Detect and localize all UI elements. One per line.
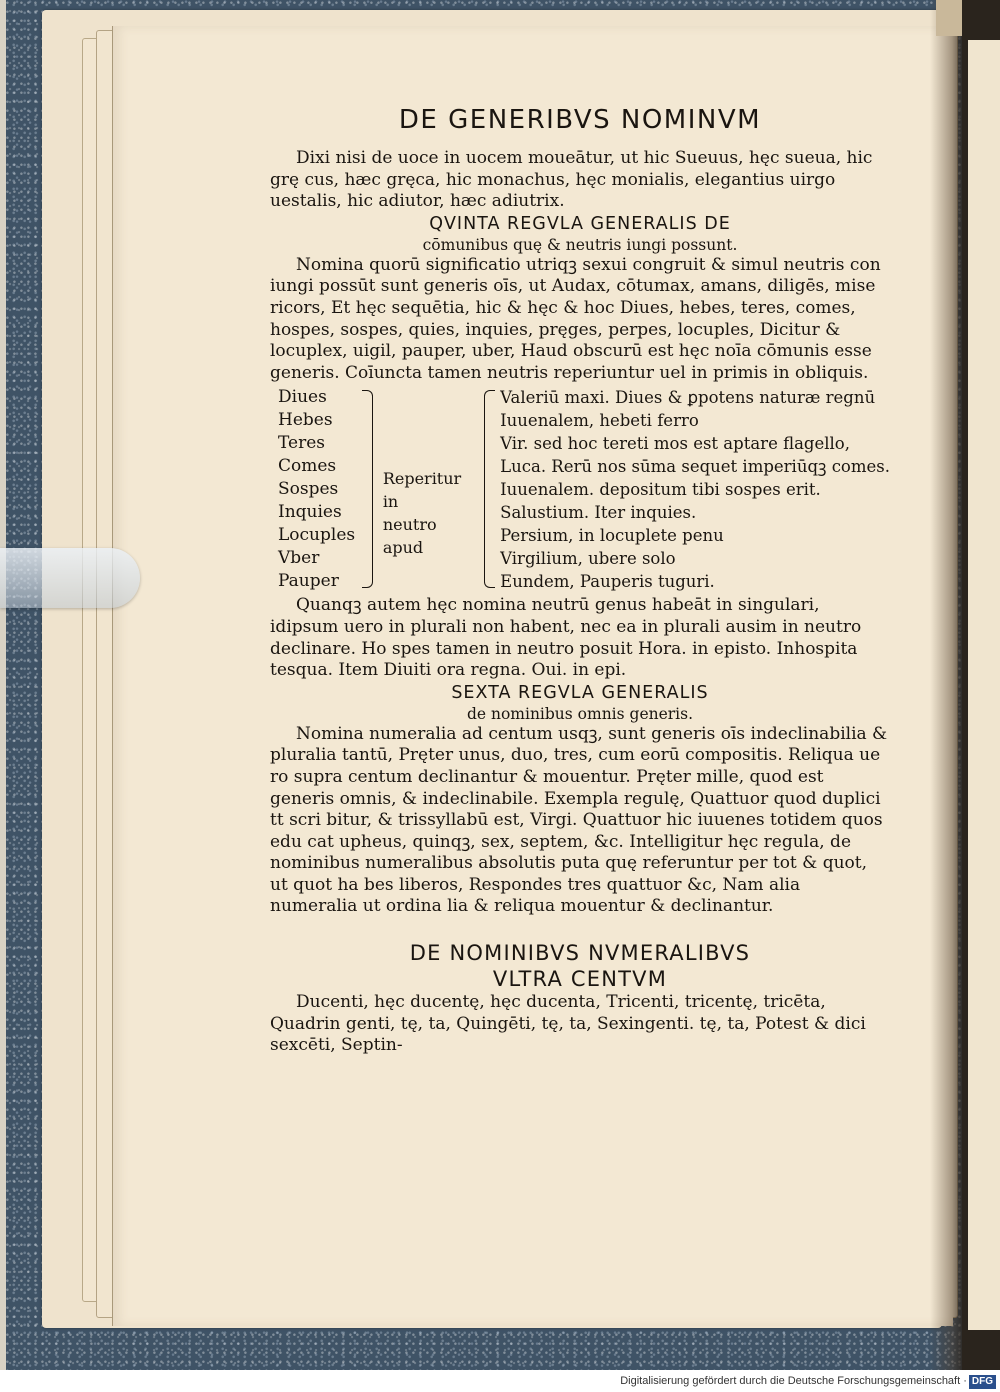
left-brace — [362, 386, 380, 593]
source-item: Iuuenalem, hebeti ferro — [500, 411, 699, 431]
middle-line-2: neutro apud — [382, 515, 437, 558]
source-item: Iuuenalem. depositum tibi sospes erit. — [500, 480, 821, 500]
source-item: Eundem, Pauperis tuguri. — [500, 572, 715, 592]
right-brace — [480, 386, 500, 593]
noun-item: Locuples — [278, 525, 356, 546]
noun-item: Hebes — [278, 410, 333, 431]
after-table-paragraph: Quanqꝫ autem hęc nomina neutrū genus habeāt in singulari, idipsum uero in plurali non habent, nec ea in plurali ausim in neutro declinare. Ho spes tamen in neutro posuit Hora. in episto. Inhospita tesqua. Item Diuiti ora regna. Oui. in epi. — [270, 595, 862, 681]
noun-item: Comes — [278, 456, 337, 477]
noun-item: Vber — [278, 548, 320, 569]
source-item: Salustium. Iter inquies. — [500, 503, 697, 523]
section-title-line-1: DE NOMINIBVS NVMERALIBVS — [409, 941, 751, 966]
noun-item: Pauper — [278, 571, 339, 592]
middle-line-1: Reperitur in — [382, 469, 462, 512]
rule-5-title: QVINTA REGVLA GENERALIS DE — [429, 213, 731, 234]
footer-credit: Digitalisierung gefördert durch die Deutsche Forschungsgemeinschaft · — [620, 1375, 967, 1387]
rule-6-title: SEXTA REGVLA GENERALIS — [451, 682, 709, 703]
rule-6-paragraph: Nomina numeralia ad centum usqꝫ, sunt generis oīs indeclinabilia & pluralia tantū, Pręter unus, duo, tres, cum eorū compositis. Reliqua ue ro supra centum declinantur & mouentur. Pręter mille, quod est generis omnis, & indeclinabile. Exempla regulę, Quattuor quod duplici tt scri bitur, & trissyllabū est, Virgi. Quattuor hic iuuenes totidem quos edu cat upheus, quinqꝫ, sex, septem, &c. Intelligitur hęc regula, de nominibus numeralibus absolutis puta quę referuntur per tot & quot, ut quot ha bes liberos, Respondes tres quattuor &c, Nam alia numeralia ut ordina lia & reliqua mouentur & declinantur. — [270, 723, 888, 917]
noun-item: Teres — [278, 433, 325, 454]
rule-5-subtitle: cōmunibus quę & neutris iungi possunt. — [422, 235, 738, 254]
rule-6-subtitle: de nominibus omnis generis. — [466, 704, 694, 723]
source-item: Luca. Rerū nos sūma sequet imperiūqꝫ comes. — [500, 457, 890, 477]
middle-label — [381, 386, 480, 593]
source-item: Virgilium, ubere solo — [500, 549, 676, 569]
source-item: Persium, in locuplete penu — [500, 526, 724, 546]
noun-column — [278, 386, 362, 593]
section-title-line-2: VLTRA CENTVM — [492, 967, 668, 992]
rule-5-paragraph: Nomina quorū significatio utriqꝫ sexui congruit & simul neutris con iungi possūt sunt generis oīs, ut Audax, cōtumax, amans, diligēs, mise ricors, Et hęc sequētia, hic & hęc & hoc Diues, hebes, teres, comes, hospes, sospes, quies, inquies, pręges, perpes, locuples, Dicitur & locuplex, uigil, pauper, uber, Haud obscurū est hęc noīa cōmunis esse generis. Coīuncta tamen neutris reperiuntur uel in primis in obliquis. — [270, 254, 881, 383]
noun-item: Inquies — [278, 502, 342, 523]
page-text — [270, 96, 890, 1057]
examples-table — [278, 386, 890, 593]
noun-item: Diues — [278, 387, 327, 408]
source-column — [500, 386, 890, 593]
intro-paragraph: Dixi nisi de uoce in uocem moueātur, ut hic Sueuus, hęc sueua, hic grę cus, hæc gręca, hic monachus, hęc monialis, elegantius uirgo uestalis, hic adiutor, hæc adiutrix. — [270, 148, 873, 212]
digitization-footer — [0, 1370, 1000, 1392]
source-item: Valeriū maxi. Diues & ꝑpotens naturæ regnū — [500, 388, 876, 408]
noun-item: Sospes — [278, 479, 339, 500]
facing-page-edge — [968, 40, 1000, 1330]
dfg-logo: DFG — [969, 1375, 996, 1389]
section-paragraph: Ducenti, hęc ducentę, hęc ducenta, Tricenti, tricentę, tricēta, Quadrin genti, tę, ta, Quingēti, tę, ta, Sexingenti. tę, ta, Potest & dici sexcēti, Septin- — [270, 992, 866, 1056]
plastic-clip — [0, 548, 140, 608]
page-title: DE GENERIBVS NOMINVM — [398, 105, 762, 135]
source-item: Vir. sed hoc tereti mos est aptare flagello, — [500, 434, 850, 454]
